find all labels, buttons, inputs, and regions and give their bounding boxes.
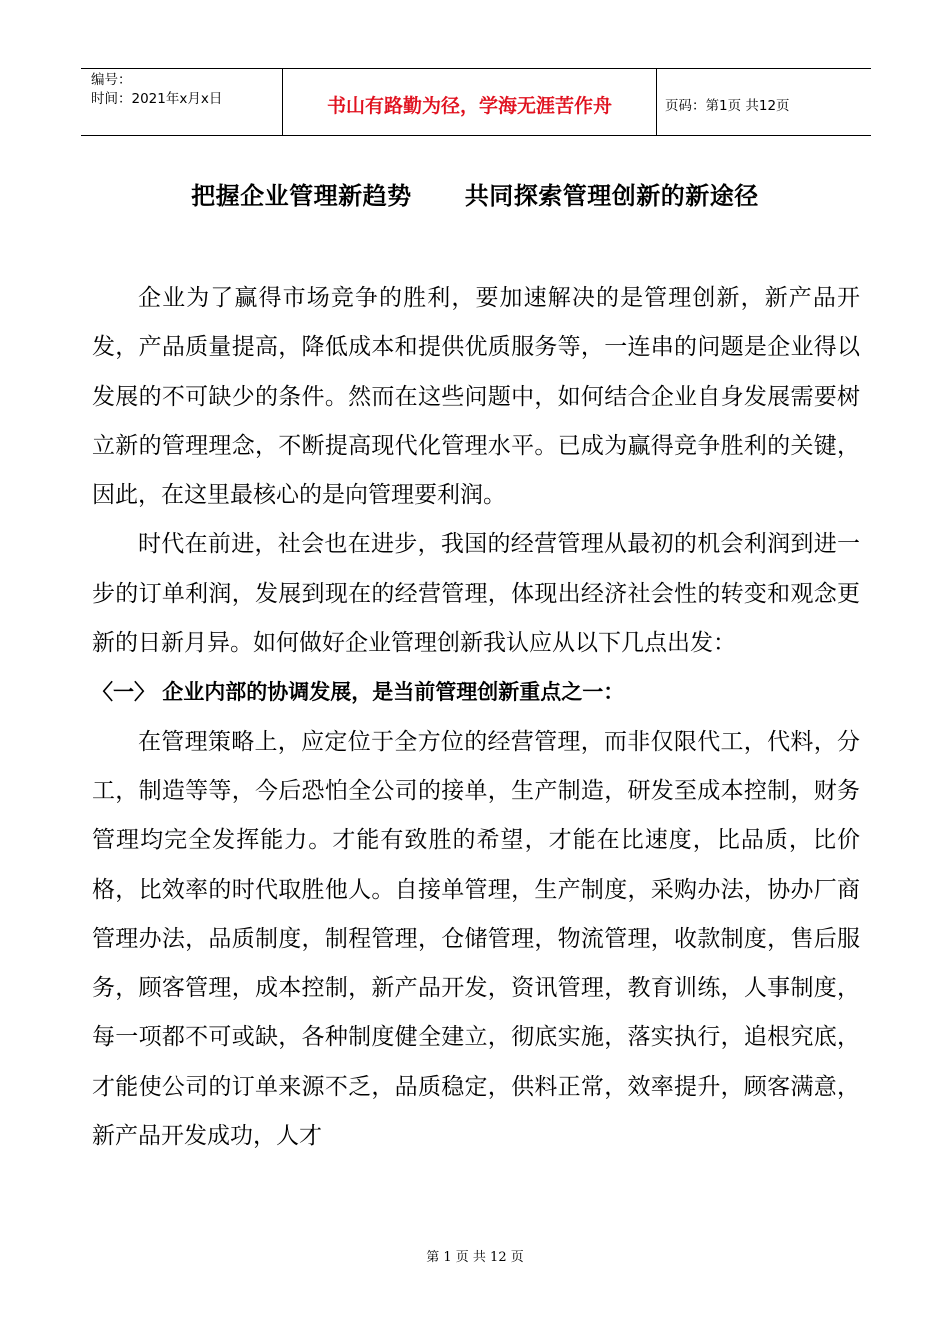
document-body	[92, 274, 860, 1161]
paragraph-1: 企业为了赢得市场竞争的胜利，要加速解决的是管理创新，新产品开发，产品质量提高，降低成本和提供优质服务等，一连串的问题是企业得以发展的不可缺少的条件。然而在这些问题中，如何结合企业自身发展需要树立新的管理理念，不断提高现代化管理水平。已成为赢得竞争胜利的关键，因此，在这里最核心的是向管理要利润。	[92, 285, 860, 509]
paragraph-2: 时代在前进，社会也在进步，我国的经营管理从最初的机会利润到进一步的订单利润，发展到现在的经营管理，体现出经济社会性的转变和观念更新的日新月异。如何做好企业管理创新我认应从以下几点出发：	[92, 531, 860, 657]
date-label: 时间：2021年x月x日	[91, 91, 223, 107]
page-info: 页码：第1页 共12页	[665, 98, 790, 114]
header-table	[81, 68, 871, 136]
motto-text: 书山有路勤为径，学海无涯苦作舟	[283, 69, 657, 135]
section-1-paragraph: 在管理策略上，应定位于全方位的经营管理，而非仅限代工，代料，分工，制造等等，今后恐怕全公司的接单，生产制造，研发至成本控制，财务管理均完全发挥能力。才能有致胜的希望，才能在比速度，比品质，比价格，比效率的时代取胜他人。自接单管理，生产制度，采购办法，协办厂商管理办法，品质制度，制程管理，仓储管理，物流管理，收款制度，售后服务，顾客管理，成本控制，新产品开发，资讯管理，教育训练，人事制度，每一项都不可或缺，各种制度健全建立，彻底实施，落实执行，追根究底，才能使公司的订单来源不乏，品质稳定，供料正常，效率提升，顾客满意，新产品开发成功，人才	[92, 728, 860, 1150]
section-heading-1: 〈一〉 企业内部的协调发展，是当前管理创新重点之一：	[92, 680, 625, 705]
number-label: 编号：	[91, 72, 132, 88]
page-footer: 第 1 页 共 12 页	[426, 1250, 524, 1265]
document-title: 把握企业管理新趋势 共同探索管理创新的新途径	[191, 182, 759, 210]
header-meta-cell	[81, 69, 283, 135]
